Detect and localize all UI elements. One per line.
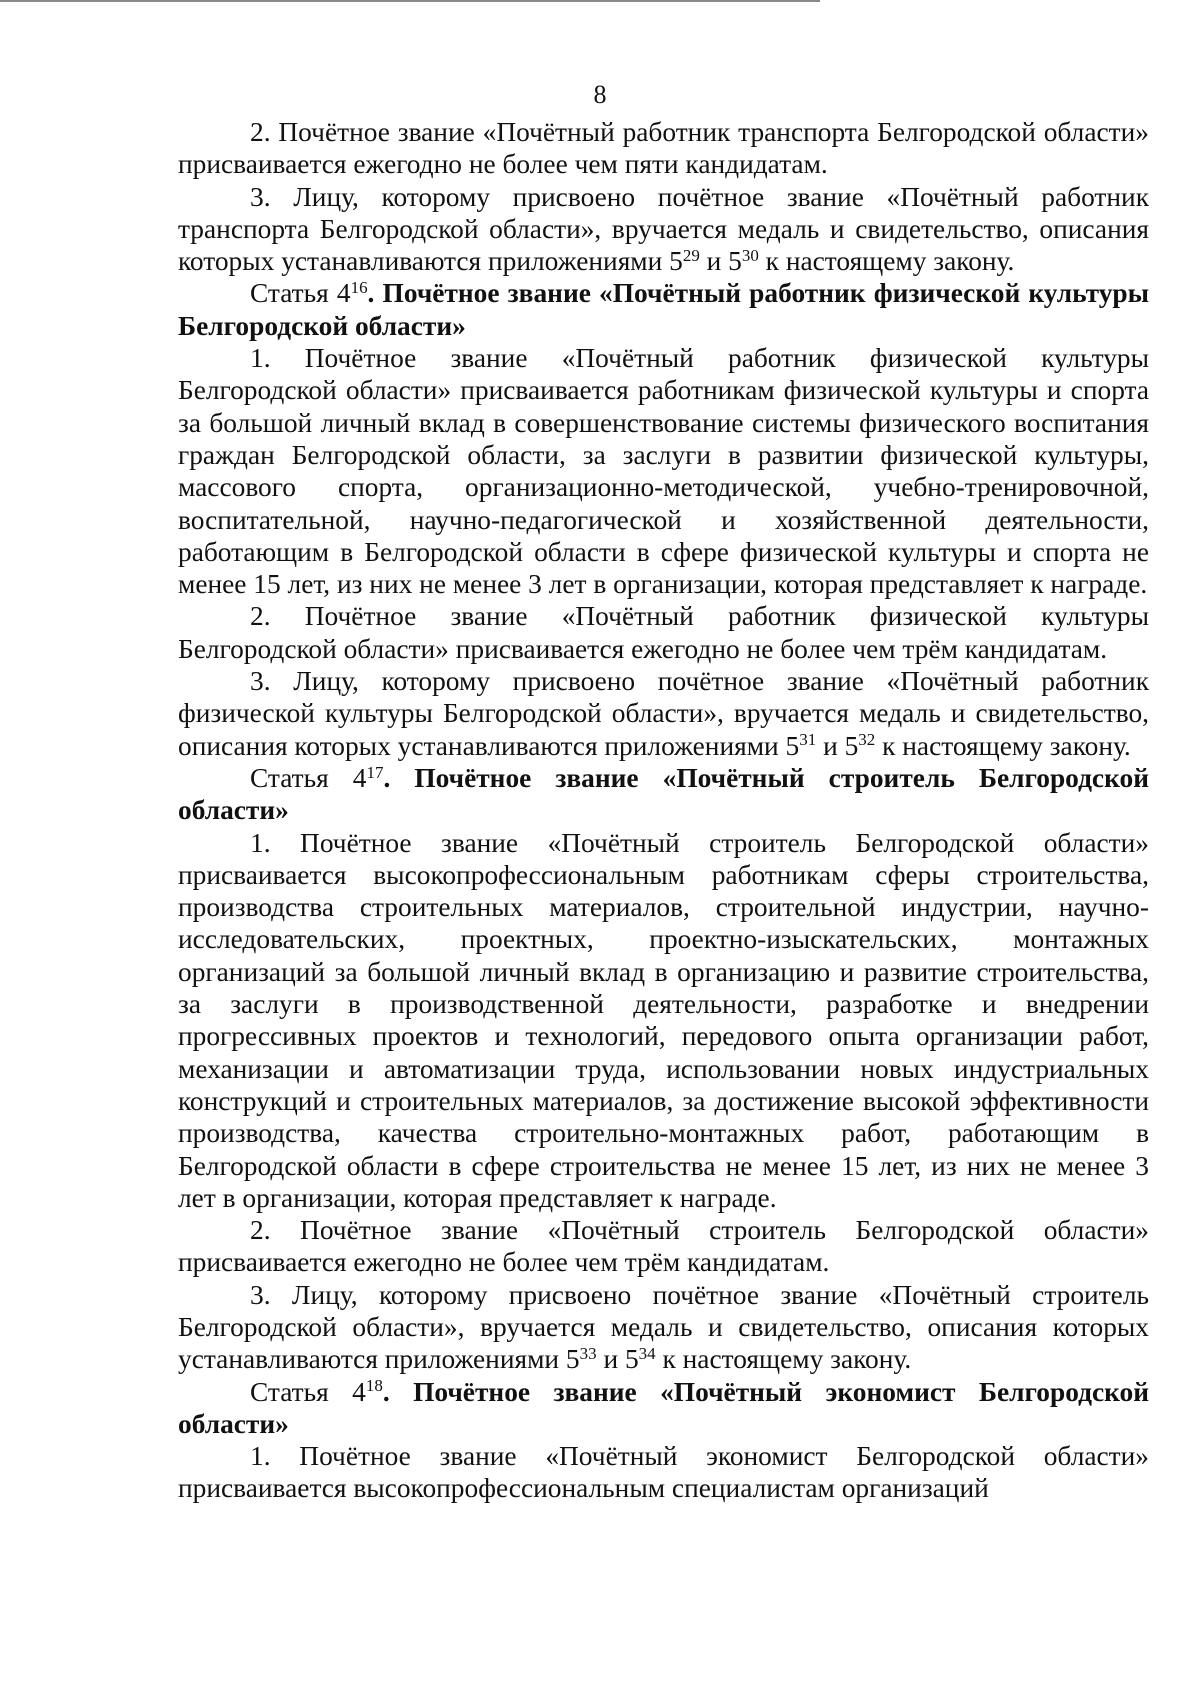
paragraph-text: 3. Лицу, которому присвоено почётное звание «Почётный работник транспорта Белгородской области», вручается медаль и свидетельство, описания которых устанавливаются приложениями 5	[178, 181, 1149, 277]
paragraph-text: к настоящему закону.	[875, 730, 1131, 761]
top-edge-line	[0, 0, 820, 2]
paragraph	[178, 665, 1149, 762]
article-title: . Почётное звание «Почётный строитель Белгородской области»	[178, 762, 1149, 826]
article-title: . Почётное звание «Почётный работник физической культуры Белгородской области»	[178, 278, 1150, 341]
paragraph-text: к настоящему закону.	[758, 246, 1015, 277]
article-number-superscript: 17	[366, 762, 384, 782]
article-number-superscript: 16	[350, 278, 368, 298]
article-number: Статья 4	[250, 762, 367, 793]
appendix-superscript: 34	[638, 1343, 656, 1363]
article-heading	[178, 762, 1149, 827]
article-heading	[178, 277, 1149, 342]
appendix-superscript: 30	[741, 245, 759, 265]
appendix-superscript: 33	[579, 1343, 597, 1363]
appendix-superscript: 32	[858, 730, 876, 750]
appendix-superscript: 29	[682, 245, 700, 265]
paragraph-text: к настоящему закону.	[655, 1344, 912, 1375]
appendix-superscript: 31	[799, 730, 817, 750]
paragraph-text: 3. Лицу, которому присвоено почётное звание «Почётный строитель Белгородской области», вручается медаль и свидетельство, описания которых устанавливаются приложениями 5	[178, 1279, 1149, 1375]
paragraph: 1. Почётное звание «Почётный строитель Белгородской области» присваивается высокопрофессиональным работникам сферы строительства, производства строительных материалов, строительной индустрии, научно-исследовательских, проектных, проектно-изыскательских, монтажных организаций за большой личный вклад в организацию и развитие строительства, за заслуги в производственной деятельности, разработке и внедрении прогрессивных проектов и технологий, передового опыта организации работ, механизации и автоматизации труда, использовании новых индустриальных конструкций и строительных материалов, за достижение высокой эффективности производства, качества строительно-монтажных работ, работающим в Белгородской области в сфере строительства не менее 15 лет, из них не менее 3 лет в организации, которая представляет к награде.	[178, 827, 1149, 1213]
article-number-superscript: 18	[365, 1376, 383, 1396]
paragraph: 2. Почётное звание «Почётный работник транспорта Белгородской области» присваивается ежегодно не более чем пяти кандидатам.	[178, 117, 1149, 180]
paragraph: 1. Почётное звание «Почётный экономист Белгородской области» присваивается высокопрофессиональным специалистам организаций	[178, 1441, 1149, 1504]
paragraph: 2. Почётное звание «Почётный строитель Белгородской области» присваивается ежегодно не более чем трём кандидатам.	[178, 1215, 1149, 1278]
article-title: . Почётное звание «Почётный экономист Белгородской области»	[178, 1376, 1150, 1439]
paragraph	[178, 181, 1149, 278]
document-body	[178, 116, 1149, 1505]
article-number: Статья 4	[250, 278, 351, 309]
paragraph: 2. Почётное звание «Почётный работник физической культуры Белгородской области» присваивается ежегодно не более чем трём кандидатам.	[178, 601, 1149, 664]
page-number: 8	[593, 80, 607, 109]
paragraph	[178, 1279, 1149, 1376]
article-heading	[178, 1376, 1149, 1441]
paragraph: 1. Почётное звание «Почётный работник физической культуры Белгородской области» присваивается работникам физической культуры и спорта за большой личный вклад в совершенствование системы физического воспитания граждан Белгородской области, за заслуги в развитии физической культуры, массового спорта, организационно-методической, учебно-тренировочной, воспитательной, научно-педагогической и хозяйственной деятельности, работающим в Белгородской области в сфере физической культуры и спорта не менее 15 лет, из них не менее 3 лет в организации, которая представляет к награде.	[178, 343, 1149, 600]
article-number: Статья 4	[250, 1376, 366, 1407]
paragraph-text: 3. Лицу, которому присвоено почётное звание «Почётный работник физической культуры Белгородской области», вручается медаль и свидетельство, описания которых устанавливаются приложениями 5	[178, 666, 1149, 761]
paragraph-text: и 5	[596, 1344, 639, 1375]
paragraph-text: и 5	[699, 246, 742, 277]
paragraph-text: и 5	[816, 730, 859, 761]
